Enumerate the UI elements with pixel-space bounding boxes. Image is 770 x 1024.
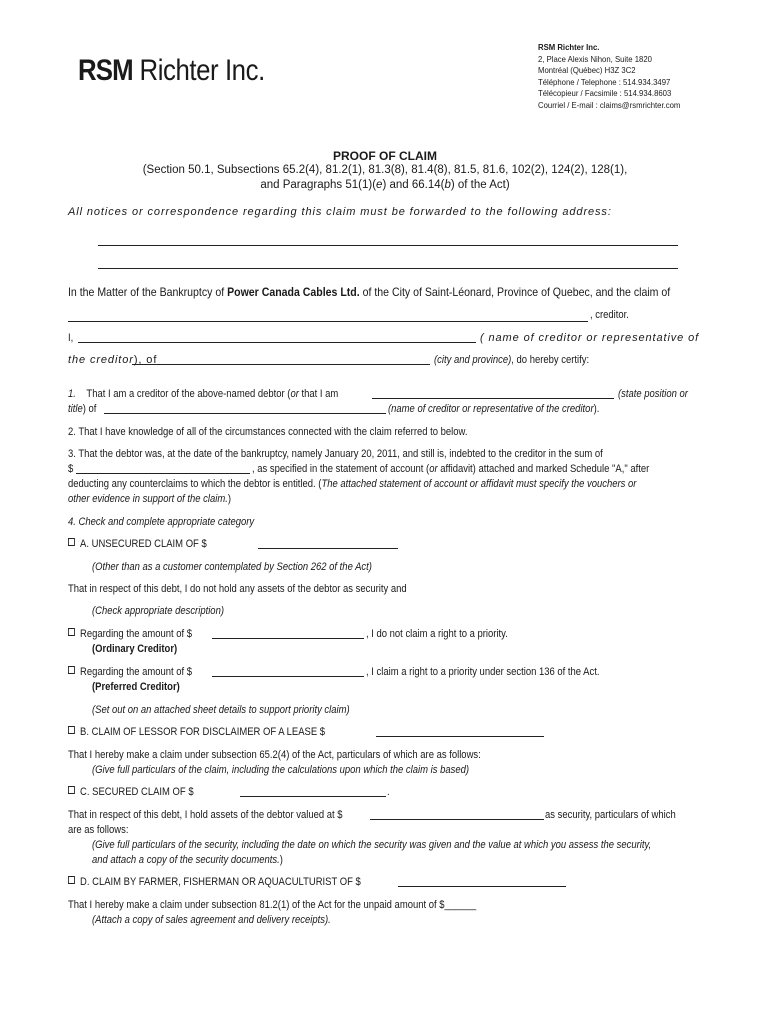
secured-line-1a: That in respect of this debt, I hold assets of the debtor valued at $: [68, 809, 343, 821]
secured-line-2: are as follows:: [68, 824, 129, 836]
secured-value-field[interactable]: [370, 819, 544, 820]
secured-dot: .: [387, 786, 390, 798]
checkbox-icon[interactable]: [68, 628, 75, 636]
item-1-line-1: 1. That I am a creditor of the above-named debtor (or that I am: [68, 388, 339, 400]
address-input-line-1[interactable]: [98, 245, 678, 246]
name-field[interactable]: [78, 342, 476, 343]
item-2: 2. That I have knowledge of all of the circumstances connected with the claim referred to below.: [68, 426, 468, 438]
item-3-line-2: , as specified in the statement of account (or affidavit) attached and marked Schedule "A," after: [252, 463, 650, 475]
secured-line-3: (Give full particulars of the security, including the date on which the security was given and the value at which you assess the security,: [92, 839, 652, 851]
creditor-name-field[interactable]: [68, 321, 588, 322]
checkbox-icon[interactable]: [68, 538, 75, 546]
item-4: 4. Check and complete appropriate category: [68, 516, 255, 528]
checkbox-icon[interactable]: [68, 726, 75, 734]
company-address: [538, 42, 680, 112]
preferred-amount-field[interactable]: [212, 676, 364, 677]
checkbox-icon[interactable]: [68, 666, 75, 674]
lessor-claim-option[interactable]: B. CLAIM OF LESSOR FOR DISCLAIMER OF A LEASE $: [68, 726, 325, 738]
preferred-option[interactable]: Regarding the amount of $: [68, 666, 192, 678]
item-3-line-1: 3. That the debtor was, at the date of the bankruptcy, namely January 20, 2011, and still is, indebted to the creditor in the sum of: [68, 448, 603, 460]
the-creditor-line: the creditor), of: [68, 354, 158, 366]
address-line: 2, Place Alexis Nihon, Suite 1820: [538, 53, 652, 64]
address-line: Télécopieur / Facsimile : 514.934.8603: [538, 88, 672, 99]
item-3-line-4: other evidence in support of the claim.): [68, 493, 232, 505]
preferred-label: (Preferred Creditor): [92, 681, 180, 693]
notice-text: All notices or correspondence regarding this claim must be forwarded to the following address:: [68, 206, 612, 218]
address-line: Courriel / E-mail : claims@rsmrichter.com: [538, 99, 681, 110]
name-of-creditor-rep-label: (name of creditor or representative of the creditor).: [388, 403, 600, 415]
address-input-line-2[interactable]: [98, 268, 678, 269]
secured-line-1b: as security, particulars of which: [545, 809, 676, 821]
ordinary-text: , I do not claim a right to a priority.: [366, 628, 508, 640]
matter-text: In the Matter of the Bankruptcy of Power Canada Cables Ltd. of the City of Saint-Léonard, Province of Quebec, and the claim of: [68, 285, 671, 299]
lessor-line-2: (Give full particulars of the claim, including the calculations upon which the claim is based): [92, 764, 470, 776]
secured-amount-field[interactable]: [240, 796, 386, 797]
secured-line-4: and attach a copy of the security documents.): [92, 854, 283, 866]
name-of-creditor-label: ( name of creditor or representative of: [480, 332, 700, 344]
document-subtitle-2: and Paragraphs 51(1)(e) and 66.14(b) of the Act): [260, 179, 510, 191]
claim-sum-field[interactable]: [76, 473, 250, 474]
address-line: Montréal (Québec) H3Z 3C2: [538, 65, 636, 76]
address-line: RSM Richter Inc.: [538, 42, 600, 52]
item-3-dollar: $: [68, 463, 74, 475]
farmer-line-1: That I hereby make a claim under subsection 81.2(1) of the Act for the unpaid amount of $______: [68, 899, 477, 911]
checkbox-icon[interactable]: [68, 876, 75, 884]
position-field[interactable]: [372, 398, 614, 399]
check-description: (Check appropriate description): [92, 605, 224, 617]
farmer-claim-option[interactable]: D. CLAIM BY FARMER, FISHERMAN OR AQUACULTURIST OF $: [68, 876, 361, 888]
unsecured-respect: That in respect of this debt, I do not hold any assets of the debtor as security and: [68, 583, 407, 595]
document-title: PROOF OF CLAIM: [333, 149, 437, 163]
set-out-note: (Set out on an attached sheet details to support priority claim): [92, 704, 350, 716]
address-line: Téléphone / Telephone : 514.934.3497: [538, 76, 671, 87]
item-1-line-2: title) of: [68, 403, 97, 415]
i-label: I,: [68, 332, 74, 344]
preferred-text: , I claim a right to a priority under section 136 of the Act.: [366, 666, 600, 678]
secured-claim-option[interactable]: C. SECURED CLAIM OF $: [68, 786, 194, 798]
farmer-line-2: (Attach a copy of sales agreement and delivery receipts).: [92, 914, 331, 926]
item-3-line-3: deducting any counterclaims to which the debtor is entitled. (The attached statement of account or affidavit must specify the vouchers or: [68, 478, 637, 490]
lessor-amount-field[interactable]: [376, 736, 544, 737]
ordinary-label: (Ordinary Creditor): [92, 643, 178, 655]
unsecured-amount-field[interactable]: [258, 548, 398, 549]
checkbox-icon[interactable]: [68, 786, 75, 794]
unsecured-claim-option[interactable]: A. UNSECURED CLAIM OF $: [68, 538, 207, 550]
city-province-label: (city and province), do hereby certify:: [434, 354, 590, 366]
document-subtitle-1: (Section 50.1, Subsections 65.2(4), 81.2(1), 81.3(8), 81.4(8), 81.5, 81.6, 102(2), 124(2), 128(1),: [142, 164, 628, 176]
creditor-rep-field[interactable]: [104, 413, 386, 414]
farmer-amount-field[interactable]: [398, 886, 566, 887]
company-logo: RSM Richter Inc.: [78, 54, 265, 87]
unsecured-note: (Other than as a customer contemplated by Section 262 of the Act): [92, 561, 372, 573]
state-position-label: (state position or: [618, 388, 688, 400]
ordinary-option[interactable]: Regarding the amount of $: [68, 628, 192, 640]
lessor-line-1: That I hereby make a claim under subsection 65.2(4) of the Act, particulars of which are as follows:: [68, 749, 481, 761]
city-field[interactable]: [132, 364, 430, 365]
ordinary-amount-field[interactable]: [212, 638, 364, 639]
creditor-suffix: , creditor.: [590, 309, 629, 321]
